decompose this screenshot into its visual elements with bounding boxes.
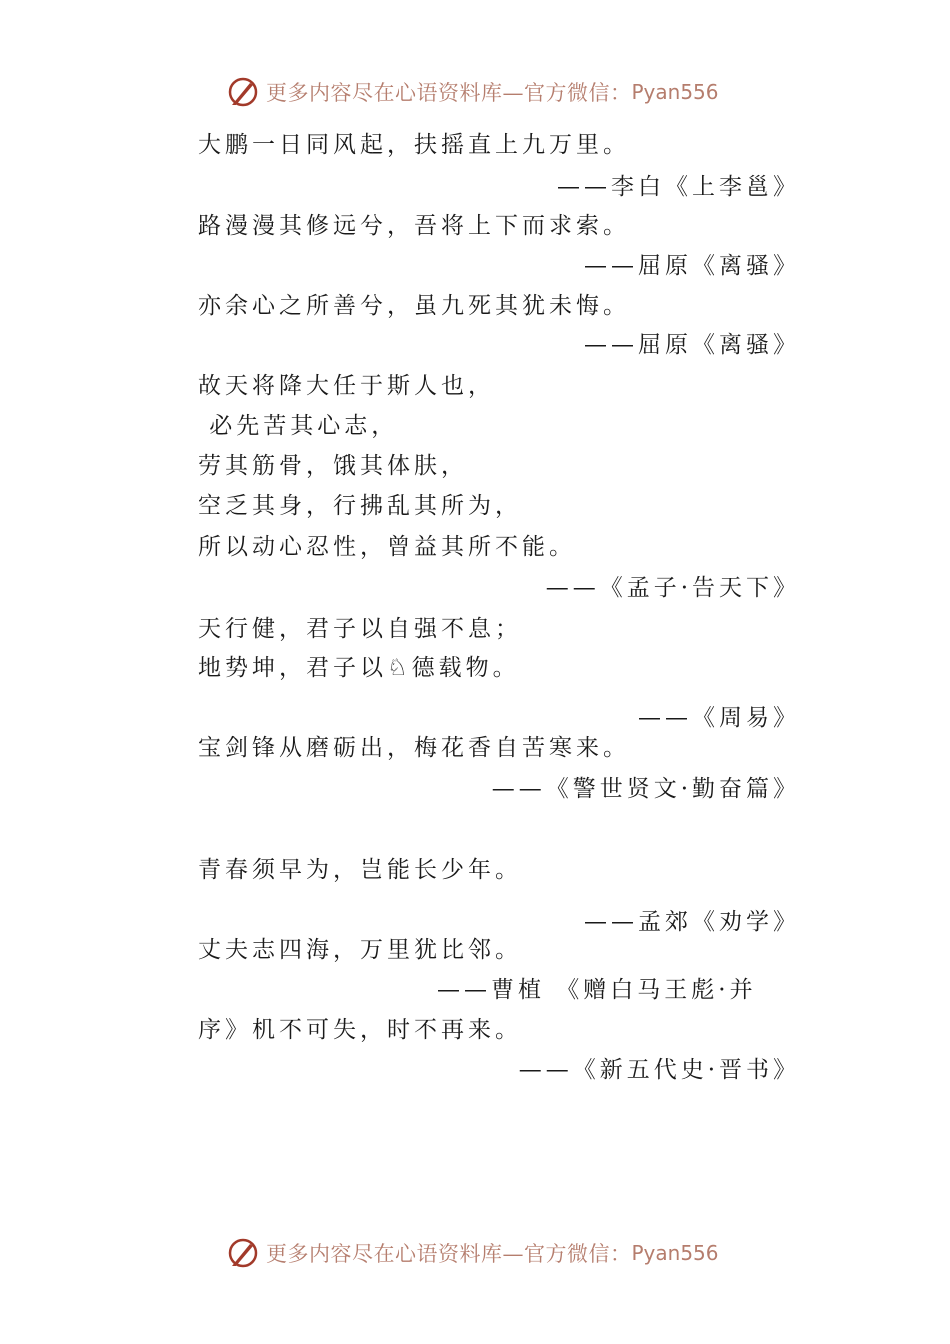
attribution-4: ——《孟子·告天下》 bbox=[545, 575, 800, 601]
footer-text: 更多内容尽在心语资料库—官方微信： bbox=[266, 1242, 632, 1266]
footer-banner bbox=[226, 1233, 719, 1273]
quote-line-6: 劳其筋骨，饿其体肤， bbox=[198, 453, 468, 479]
quote-line-13: 丈夫志四海，万里犹比邻。 bbox=[198, 937, 522, 963]
header-banner bbox=[226, 72, 719, 112]
footer-wechat-handle: Pyan556 bbox=[631, 1241, 719, 1265]
quote-line-7: 空乏其身，行拂乱其所为， bbox=[198, 493, 522, 519]
quote-line-1: 大鹏一日同风起，扶摇直上九万里。 bbox=[198, 132, 630, 158]
attribution-6: ——《警世贤文·勤奋篇》 bbox=[491, 776, 800, 802]
quill-logo-icon bbox=[226, 75, 260, 109]
quill-logo-icon bbox=[226, 1236, 260, 1270]
quote-line-10: 地势坤，君子以♘德载物。 bbox=[198, 655, 520, 681]
quote-line-14: 序》机不可失，时不再来。 bbox=[198, 1017, 522, 1043]
attribution-9: ——《新五代史·晋书》 bbox=[518, 1057, 800, 1083]
header-wechat-handle: Pyan556 bbox=[631, 80, 719, 104]
quote-line-8: 所以动心忍性，曾益其所不能。 bbox=[198, 534, 576, 560]
attribution-2: ——屈原《离骚》 bbox=[584, 253, 800, 279]
quote-line-4: 故天将降大任于斯人也， bbox=[198, 373, 495, 399]
header-text: 更多内容尽在心语资料库—官方微信： bbox=[266, 81, 632, 105]
quote-line-3: 亦余心之所善兮，虽九死其犹未悔。 bbox=[198, 293, 630, 319]
quote-line-9: 天行健，君子以自强不息； bbox=[198, 616, 522, 642]
quote-line-2: 路漫漫其修远兮，吾将上下而求索。 bbox=[198, 213, 630, 239]
attribution-3: ——屈原《离骚》 bbox=[584, 332, 800, 358]
quote-line-12: 青春须早为，岂能长少年。 bbox=[198, 857, 522, 883]
quote-line-11: 宝剑锋从磨砺出，梅花香自苦寒来。 bbox=[198, 735, 630, 761]
attribution-7: ——孟郊《劝学》 bbox=[584, 909, 800, 935]
attribution-8: ——曹植 《赠白马王彪·并 bbox=[437, 977, 757, 1003]
quote-line-5: 必先苦其心志， bbox=[198, 413, 399, 439]
attribution-1: ——李白《上李邕》 bbox=[557, 174, 800, 200]
attribution-5: ——《周易》 bbox=[638, 705, 800, 731]
